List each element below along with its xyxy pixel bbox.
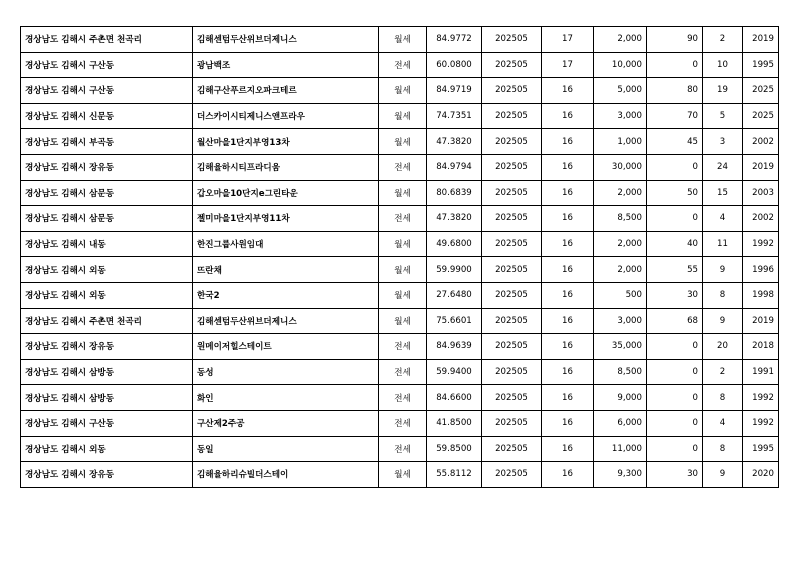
complex-name-cell: 더스카이시티제니스앤프라우 [193, 103, 379, 129]
address-cell: 경상남도 김해시 외동 [21, 282, 193, 308]
deposit-cell: 9,000 [594, 385, 647, 411]
table-row [21, 231, 779, 257]
deposit-cell: 3,000 [594, 103, 647, 129]
monthly-rent-cell: 30 [647, 282, 703, 308]
address-cell: 경상남도 김해시 장유동 [21, 462, 193, 488]
complex-name-cell: 김해센텀두산위브더제니스 [193, 308, 379, 334]
build-year-cell: 2025 [743, 103, 779, 129]
lease-type-cell: 전세 [379, 410, 427, 436]
floor-cell: 9 [703, 257, 743, 283]
address-cell: 경상남도 김해시 삼문동 [21, 206, 193, 232]
contract-month-cell: 202505 [482, 129, 542, 155]
table-row [21, 206, 779, 232]
complex-name-cell: 월산마을1단지부영13차 [193, 129, 379, 155]
contract-day-cell: 16 [542, 257, 594, 283]
contract-day-cell: 16 [542, 462, 594, 488]
table-row [21, 385, 779, 411]
address-cell: 경상남도 김해시 내동 [21, 231, 193, 257]
deposit-cell: 10,000 [594, 52, 647, 78]
build-year-cell: 1998 [743, 282, 779, 308]
contract-day-cell: 16 [542, 436, 594, 462]
contract-day-cell: 16 [542, 282, 594, 308]
build-year-cell: 1995 [743, 52, 779, 78]
complex-name-cell: 김해센텀두산위브더제니스 [193, 27, 379, 53]
contract-day-cell: 16 [542, 154, 594, 180]
complex-name-cell: 원메이저힐스테이트 [193, 334, 379, 360]
contract-month-cell: 202505 [482, 334, 542, 360]
contract-month-cell: 202505 [482, 180, 542, 206]
complex-name-cell: 한진그룹사원임대 [193, 231, 379, 257]
table-row [21, 154, 779, 180]
contract-day-cell: 16 [542, 78, 594, 104]
table-row [21, 27, 779, 53]
monthly-rent-cell: 50 [647, 180, 703, 206]
address-cell: 경상남도 김해시 주촌면 천곡리 [21, 308, 193, 334]
build-year-cell: 1992 [743, 385, 779, 411]
table-row [21, 359, 779, 385]
build-year-cell: 1992 [743, 231, 779, 257]
deposit-cell: 6,000 [594, 410, 647, 436]
complex-name-cell: 화인 [193, 385, 379, 411]
area-cell: 84.9772 [427, 27, 482, 53]
lease-type-cell: 전세 [379, 154, 427, 180]
floor-cell: 2 [703, 359, 743, 385]
contract-day-cell: 16 [542, 385, 594, 411]
floor-cell: 10 [703, 52, 743, 78]
deposit-cell: 8,500 [594, 206, 647, 232]
build-year-cell: 2003 [743, 180, 779, 206]
contract-month-cell: 202505 [482, 385, 542, 411]
contract-month-cell: 202505 [482, 103, 542, 129]
contract-day-cell: 16 [542, 206, 594, 232]
lease-type-cell: 월세 [379, 129, 427, 155]
monthly-rent-cell: 40 [647, 231, 703, 257]
floor-cell: 2 [703, 27, 743, 53]
monthly-rent-cell: 0 [647, 410, 703, 436]
deposit-cell: 35,000 [594, 334, 647, 360]
monthly-rent-cell: 30 [647, 462, 703, 488]
deposit-cell: 2,000 [594, 257, 647, 283]
address-cell: 경상남도 김해시 신문동 [21, 103, 193, 129]
lease-type-cell: 전세 [379, 385, 427, 411]
lease-type-cell: 월세 [379, 231, 427, 257]
area-cell: 59.9400 [427, 359, 482, 385]
monthly-rent-cell: 70 [647, 103, 703, 129]
monthly-rent-cell: 90 [647, 27, 703, 53]
address-cell: 경상남도 김해시 장유동 [21, 334, 193, 360]
contract-month-cell: 202505 [482, 282, 542, 308]
floor-cell: 8 [703, 385, 743, 411]
area-cell: 60.0800 [427, 52, 482, 78]
deposit-cell: 30,000 [594, 154, 647, 180]
area-cell: 41.8500 [427, 410, 482, 436]
complex-name-cell: 김해율하시티프라디움 [193, 154, 379, 180]
build-year-cell: 1991 [743, 359, 779, 385]
contract-day-cell: 17 [542, 27, 594, 53]
floor-cell: 9 [703, 308, 743, 334]
area-cell: 59.8500 [427, 436, 482, 462]
contract-month-cell: 202505 [482, 436, 542, 462]
monthly-rent-cell: 45 [647, 129, 703, 155]
build-year-cell: 2002 [743, 129, 779, 155]
deposit-cell: 8,500 [594, 359, 647, 385]
lease-type-cell: 전세 [379, 206, 427, 232]
lease-type-cell: 월세 [379, 103, 427, 129]
complex-name-cell: 한국2 [193, 282, 379, 308]
complex-name-cell: 젤미마을1단지부영11차 [193, 206, 379, 232]
build-year-cell: 2025 [743, 78, 779, 104]
lease-type-cell: 전세 [379, 334, 427, 360]
monthly-rent-cell: 55 [647, 257, 703, 283]
table-row [21, 462, 779, 488]
contract-day-cell: 16 [542, 180, 594, 206]
floor-cell: 24 [703, 154, 743, 180]
deposit-cell: 2,000 [594, 27, 647, 53]
contract-day-cell: 16 [542, 231, 594, 257]
floor-cell: 8 [703, 282, 743, 308]
monthly-rent-cell: 0 [647, 52, 703, 78]
floor-cell: 5 [703, 103, 743, 129]
table-row [21, 334, 779, 360]
address-cell: 경상남도 김해시 구산동 [21, 78, 193, 104]
deposit-cell: 2,000 [594, 231, 647, 257]
contract-day-cell: 16 [542, 334, 594, 360]
rental-transactions-table [20, 26, 779, 488]
floor-cell: 4 [703, 206, 743, 232]
contract-day-cell: 16 [542, 308, 594, 334]
area-cell: 47.3820 [427, 129, 482, 155]
address-cell: 경상남도 김해시 삼문동 [21, 180, 193, 206]
contract-day-cell: 17 [542, 52, 594, 78]
contract-month-cell: 202505 [482, 462, 542, 488]
contract-month-cell: 202505 [482, 359, 542, 385]
build-year-cell: 1995 [743, 436, 779, 462]
address-cell: 경상남도 김해시 삼방동 [21, 359, 193, 385]
monthly-rent-cell: 68 [647, 308, 703, 334]
contract-month-cell: 202505 [482, 206, 542, 232]
build-year-cell: 2020 [743, 462, 779, 488]
table-row [21, 52, 779, 78]
contract-month-cell: 202505 [482, 257, 542, 283]
lease-type-cell: 월세 [379, 308, 427, 334]
lease-type-cell: 전세 [379, 359, 427, 385]
build-year-cell: 2018 [743, 334, 779, 360]
address-cell: 경상남도 김해시 주촌면 천곡리 [21, 27, 193, 53]
floor-cell: 20 [703, 334, 743, 360]
table-row [21, 180, 779, 206]
deposit-cell: 1,000 [594, 129, 647, 155]
build-year-cell: 2019 [743, 154, 779, 180]
contract-month-cell: 202505 [482, 410, 542, 436]
build-year-cell: 2019 [743, 308, 779, 334]
complex-name-cell: 갑오마을10단지e그린타운 [193, 180, 379, 206]
floor-cell: 19 [703, 78, 743, 104]
contract-month-cell: 202505 [482, 308, 542, 334]
floor-cell: 9 [703, 462, 743, 488]
deposit-cell: 11,000 [594, 436, 647, 462]
area-cell: 49.6800 [427, 231, 482, 257]
table-row [21, 129, 779, 155]
area-cell: 84.6600 [427, 385, 482, 411]
lease-type-cell: 월세 [379, 27, 427, 53]
complex-name-cell: 뜨란채 [193, 257, 379, 283]
area-cell: 84.9639 [427, 334, 482, 360]
contract-month-cell: 202505 [482, 78, 542, 104]
table-row [21, 282, 779, 308]
build-year-cell: 2019 [743, 27, 779, 53]
area-cell: 80.6839 [427, 180, 482, 206]
complex-name-cell: 김해율하리슈빌더스테이 [193, 462, 379, 488]
lease-type-cell: 월세 [379, 78, 427, 104]
address-cell: 경상남도 김해시 삼방동 [21, 385, 193, 411]
floor-cell: 15 [703, 180, 743, 206]
area-cell: 84.9794 [427, 154, 482, 180]
area-cell: 74.7351 [427, 103, 482, 129]
lease-type-cell: 월세 [379, 180, 427, 206]
monthly-rent-cell: 80 [647, 78, 703, 104]
area-cell: 47.3820 [427, 206, 482, 232]
monthly-rent-cell: 0 [647, 359, 703, 385]
deposit-cell: 5,000 [594, 78, 647, 104]
address-cell: 경상남도 김해시 외동 [21, 436, 193, 462]
deposit-cell: 2,000 [594, 180, 647, 206]
area-cell: 55.8112 [427, 462, 482, 488]
build-year-cell: 1992 [743, 410, 779, 436]
address-cell: 경상남도 김해시 구산동 [21, 410, 193, 436]
lease-type-cell: 전세 [379, 436, 427, 462]
monthly-rent-cell: 0 [647, 334, 703, 360]
lease-type-cell: 월세 [379, 462, 427, 488]
complex-name-cell: 동일 [193, 436, 379, 462]
area-cell: 75.6601 [427, 308, 482, 334]
complex-name-cell: 동성 [193, 359, 379, 385]
lease-type-cell: 월세 [379, 257, 427, 283]
table-row [21, 410, 779, 436]
table-row [21, 436, 779, 462]
floor-cell: 3 [703, 129, 743, 155]
contract-day-cell: 16 [542, 129, 594, 155]
address-cell: 경상남도 김해시 부곡동 [21, 129, 193, 155]
contract-month-cell: 202505 [482, 154, 542, 180]
address-cell: 경상남도 김해시 구산동 [21, 52, 193, 78]
deposit-cell: 500 [594, 282, 647, 308]
contract-month-cell: 202505 [482, 27, 542, 53]
area-cell: 59.9900 [427, 257, 482, 283]
monthly-rent-cell: 0 [647, 154, 703, 180]
contract-day-cell: 16 [542, 103, 594, 129]
table-row [21, 103, 779, 129]
area-cell: 27.6480 [427, 282, 482, 308]
floor-cell: 4 [703, 410, 743, 436]
contract-month-cell: 202505 [482, 52, 542, 78]
table-row [21, 257, 779, 283]
address-cell: 경상남도 김해시 장유동 [21, 154, 193, 180]
lease-type-cell: 월세 [379, 282, 427, 308]
build-year-cell: 1996 [743, 257, 779, 283]
contract-month-cell: 202505 [482, 231, 542, 257]
build-year-cell: 2002 [743, 206, 779, 232]
address-cell: 경상남도 김해시 외동 [21, 257, 193, 283]
floor-cell: 11 [703, 231, 743, 257]
complex-name-cell: 광남백조 [193, 52, 379, 78]
deposit-cell: 3,000 [594, 308, 647, 334]
monthly-rent-cell: 0 [647, 436, 703, 462]
contract-day-cell: 16 [542, 359, 594, 385]
floor-cell: 8 [703, 436, 743, 462]
area-cell: 84.9719 [427, 78, 482, 104]
deposit-cell: 9,300 [594, 462, 647, 488]
monthly-rent-cell: 0 [647, 206, 703, 232]
lease-type-cell: 전세 [379, 52, 427, 78]
complex-name-cell: 구산제2주공 [193, 410, 379, 436]
monthly-rent-cell: 0 [647, 385, 703, 411]
complex-name-cell: 김해구산푸르지오파크테르 [193, 78, 379, 104]
contract-day-cell: 16 [542, 410, 594, 436]
table-row [21, 308, 779, 334]
table-row [21, 78, 779, 104]
